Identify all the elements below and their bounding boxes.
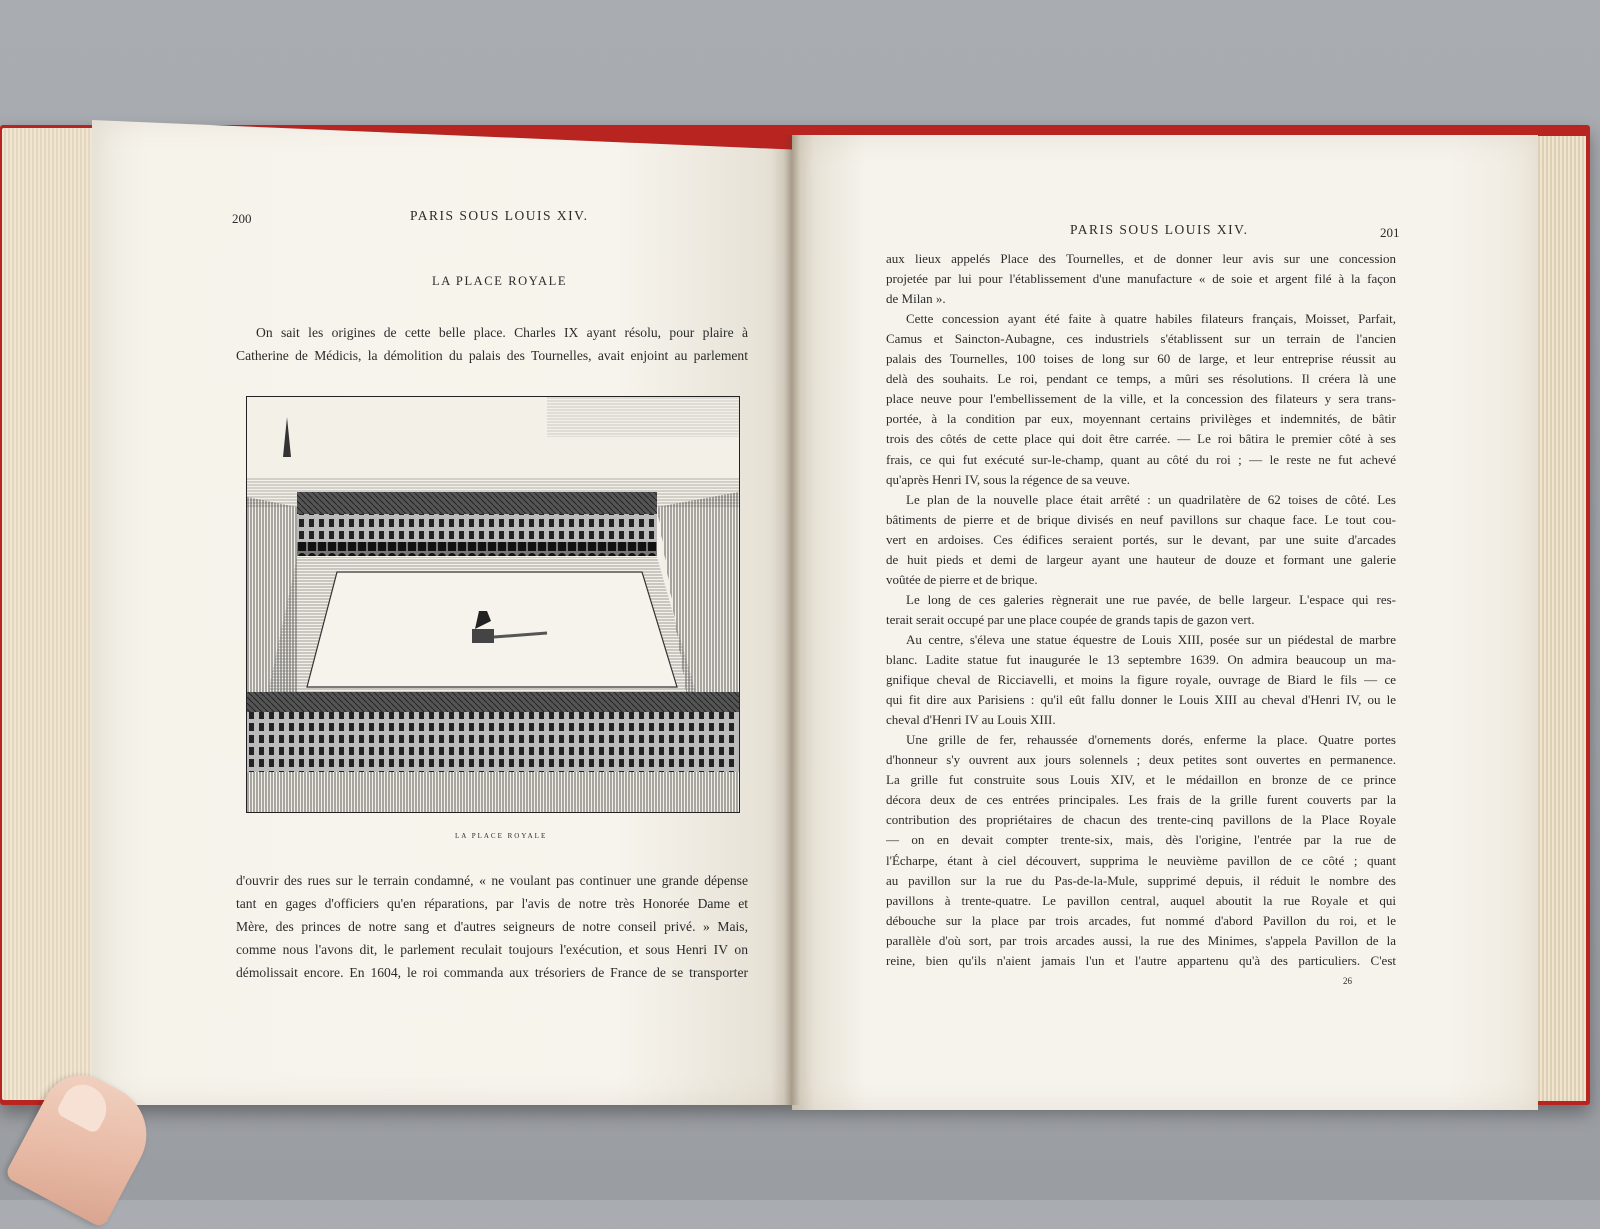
right-text-line: Cette concession ayant été faite à quatre habiles filateurs français, Moisset, Parfait, xyxy=(906,311,1396,327)
right-text-line: aux lieux appelés Place des Tournelles, et de donner leur avis sur une concession xyxy=(886,251,1396,266)
right-text-line: place neuve pour l'embellissement de la ville, et la concession des filateurs y sera trans- xyxy=(886,391,1396,407)
right-text-line: vert en ardoises. Ces édifices seraient portés, sur le devant, par une suite d'arcades xyxy=(886,531,1396,547)
right-text-line: Au centre, s'éleva une statue équestre de Louis XIII, posée sur un piédestal de marbre xyxy=(906,631,1396,647)
right-text-line: projetée par lui pour l'établissement d'une manufacture « de soie et argent filé à la façon xyxy=(886,271,1396,287)
book-gutter xyxy=(784,135,800,1105)
right-text-line: qu'après Henri IV, sous la régence de sa veuve. xyxy=(886,471,1130,487)
right-text-line: delà des souhaits. Le roi, pendant ce temps, a mûri ses résolutions. Il créera là une xyxy=(886,371,1396,387)
signature-mark: 26 xyxy=(1343,976,1352,986)
right-text-line: gnifique cheval de Ricciavelli, et moins la figure royale, ouvrage de Biard le fils — ce xyxy=(886,672,1396,688)
left-para2-line: démolissait encore. En 1604, le roi commanda aux trésoriers de France de se transporter xyxy=(236,965,748,980)
left-page-number: 200 xyxy=(232,211,252,226)
right-text-line: frais, ce qui fut exécuté sur-le-champ, quant au côté du roi ; — le reste ne fut achevé xyxy=(886,451,1396,467)
right-text-line: d'honneur s'y ouvrent aux jours solennels ; deux petites sont ouvertes en permanence. xyxy=(886,752,1396,768)
right-text-line: débouche sur la place par trois arcades, fut nommé d'abord Pavillon du roi, et le xyxy=(886,912,1396,928)
figure-caption: LA PLACE ROYALE xyxy=(455,832,548,840)
right-text-line: terait serait occupé par une place coupée de grands tapis de gazon vert. xyxy=(886,611,1255,627)
right-text-line: au pavillon sur la rue du Pas-de-la-Mule, supprimé depuis, il réduit le nombre des xyxy=(886,872,1396,888)
right-text-line: Le long de ces galeries règnerait une rue pavée, de belle largeur. L'espace qui res- xyxy=(906,591,1396,607)
right-text-line: Le plan de la nouvelle place était arrêté : un quadrilatère de 62 toises de côté. Les xyxy=(906,491,1396,507)
page-edges-left xyxy=(2,128,98,1100)
left-running-head: PARIS SOUS LOUIS XIV. xyxy=(410,208,589,223)
right-text-line: décora deux de ces entrées principales. Les frais de la grille furent couverts par la xyxy=(886,792,1396,808)
left-para2-line: comme nous l'avons dit, le parlement reculait toujours l'exécution, et sous Henri IV on xyxy=(236,942,748,957)
right-text-line: Camus et Saincton-Aubagne, ces industriels s'établissent sur un terrain de l'ancien xyxy=(886,331,1396,347)
right-text-line: de huit pieds et demi de largeur ayant une hauteur de douze et formant une galerie xyxy=(886,551,1396,567)
left-para2-line: Mère, des princes de notre sang et d'autres seigneurs de notre conseil privé. » Mais, xyxy=(236,919,748,934)
left-para2-line: tant en gages d'officiers qu'en réparations, par l'avis de notre très Honorée Dame et xyxy=(236,896,748,911)
right-text-line: Une grille de fer, rehaussée d'ornements dorés, enferme la place. Quatre portes xyxy=(906,732,1396,748)
right-text-line: — on en devait compter trente-six, mais, dès l'origine, l'entrée par la rue de xyxy=(886,832,1396,848)
right-text-line: bâtiments de pierre et de brique divisés en neuf pavillons sur chaque face. Le tout cou- xyxy=(886,511,1396,527)
section-title: LA PLACE ROYALE xyxy=(432,274,568,288)
left-para1-line: On sait les origines de cette belle place. Charles IX ayant résolu, pour plaire à xyxy=(256,325,748,340)
right-text-line: blanc. Ladite statue fut inaugurée le 13 septembre 1639. On admira beaucoup un ma- xyxy=(886,652,1396,667)
right-text-line: contribution des propriétaires de chacun des trente-cinq pavillons de la Place Royale xyxy=(886,812,1396,828)
right-running-head: PARIS SOUS LOUIS XIV. xyxy=(1070,222,1249,237)
page-edges-right xyxy=(1536,136,1586,1101)
right-text-line: l'Écharpe, étant à ciel découvert, supprima le neuvième pavillon de ce côté ; quant xyxy=(886,852,1396,868)
right-text-line: parallèle d'où sort, par trois arcades aussi, la rue des Minimes, s'appela Pavillon de la xyxy=(886,932,1396,948)
right-text-line: qui fit dire aux Parisiens : qu'il eût fallu donner le Louis XIII au cheval d'Henri IV, ou le xyxy=(886,692,1396,708)
right-text-line: palais des Tournelles, 100 toises de long sur 60 de large, et leur entreprise réussit au xyxy=(886,351,1396,367)
place-royale-engraving xyxy=(246,396,740,813)
right-text-line: cheval d'Henri IV au Louis XIII. xyxy=(886,712,1056,728)
right-text-line: voûtée de pierre et de brique. xyxy=(886,571,1038,587)
right-text-line: La grille fut construite sous Louis XIV, et le médaillon en bronze de ce prince xyxy=(886,772,1396,788)
right-text-line: pavillons à trente-quatre. Le pavillon central, auquel aboutit la rue Royale et qui xyxy=(886,892,1396,908)
right-text-line: trois des côtés de cette place qui doit être carrée. — Le roi bâtira le premier côté à ses xyxy=(886,431,1396,447)
left-para2-line: d'ouvrir des rues sur le terrain condamné, « ne voulant pas continuer une grande dépense xyxy=(236,873,748,888)
right-text-line: portée, à la condition par eux, moyennant certains privilèges et indemnités, de bâtir xyxy=(886,411,1396,427)
right-text-line: reine, bien qu'ils n'aient jamais l'un et l'autre appartenu qu'à des particuliers. C'est xyxy=(886,952,1396,968)
left-para1-line: Catherine de Médicis, la démolition du palais des Tournelles, avait enjoint au parlement xyxy=(236,348,748,363)
right-text-line: de Milan ». xyxy=(886,291,946,307)
right-page-number: 201 xyxy=(1380,225,1400,240)
